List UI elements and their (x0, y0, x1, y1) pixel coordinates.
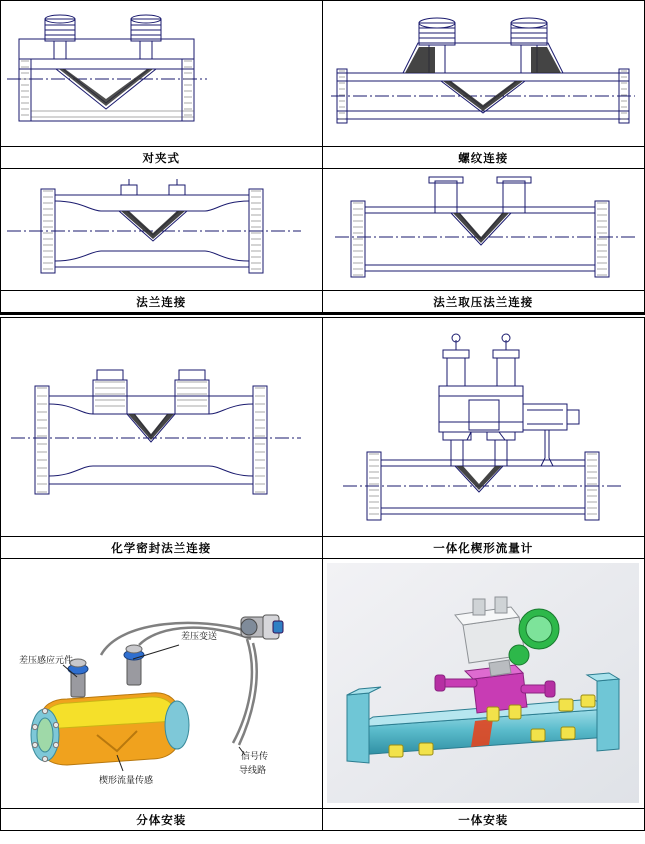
figure-5-caption: 化学密封法兰连接 (0, 537, 323, 559)
annotation-3b: 导线路 (239, 765, 267, 775)
figure-2-caption: 螺纹连接 (323, 147, 645, 169)
flange-connection-diagram (1, 169, 321, 289)
figure-cell-7 (0, 559, 323, 831)
figure-6-caption: 一体化楔形流量计 (323, 537, 645, 559)
figure-4-drawing (323, 169, 645, 291)
figure-cell-4 (323, 169, 645, 313)
figure-row-3 (0, 317, 645, 559)
annotation-4: 楔形流量传感 (99, 775, 154, 785)
figure-1-drawing (0, 0, 323, 147)
figure-cell-3 (0, 169, 323, 313)
annotation-2: 差压变送 (181, 631, 218, 641)
annotation-1: 差压感应元件 (19, 655, 74, 665)
figure-8-caption: 一体安装 (323, 809, 645, 831)
chemical-seal-flange-diagram (1, 318, 321, 536)
figure-6-drawing (323, 317, 645, 537)
figure-3-caption: 法兰连接 (0, 291, 323, 313)
figure-row-2 (0, 169, 645, 313)
figure-1-caption: 对夹式 (0, 147, 323, 169)
integrated-wedge-meter-diagram (323, 318, 643, 536)
figure-cell-6 (323, 317, 645, 559)
figure-cell-8 (323, 559, 645, 831)
figure-row-4 (0, 559, 645, 831)
figure-7-illustration (0, 559, 323, 809)
integral-mounting-illustration (323, 559, 643, 807)
figure-cell-1 (0, 0, 323, 169)
flange-tapping-diagram (323, 169, 643, 289)
figure-row-1 (0, 0, 645, 169)
figure-cell-2 (323, 0, 645, 169)
wafer-type-diagram (1, 1, 321, 146)
figure-7-caption: 分体安装 (0, 809, 323, 831)
figure-8-illustration (323, 559, 645, 809)
figure-cell-5 (0, 317, 323, 559)
figure-3-drawing (0, 169, 323, 291)
separate-mounting-illustration (1, 559, 321, 807)
annotation-3a: 信号传 (241, 751, 269, 761)
figure-4-caption: 法兰取压法兰连接 (323, 291, 645, 313)
figure-2-drawing (323, 0, 645, 147)
figure-5-drawing (0, 317, 323, 537)
threaded-connection-diagram (323, 1, 643, 146)
